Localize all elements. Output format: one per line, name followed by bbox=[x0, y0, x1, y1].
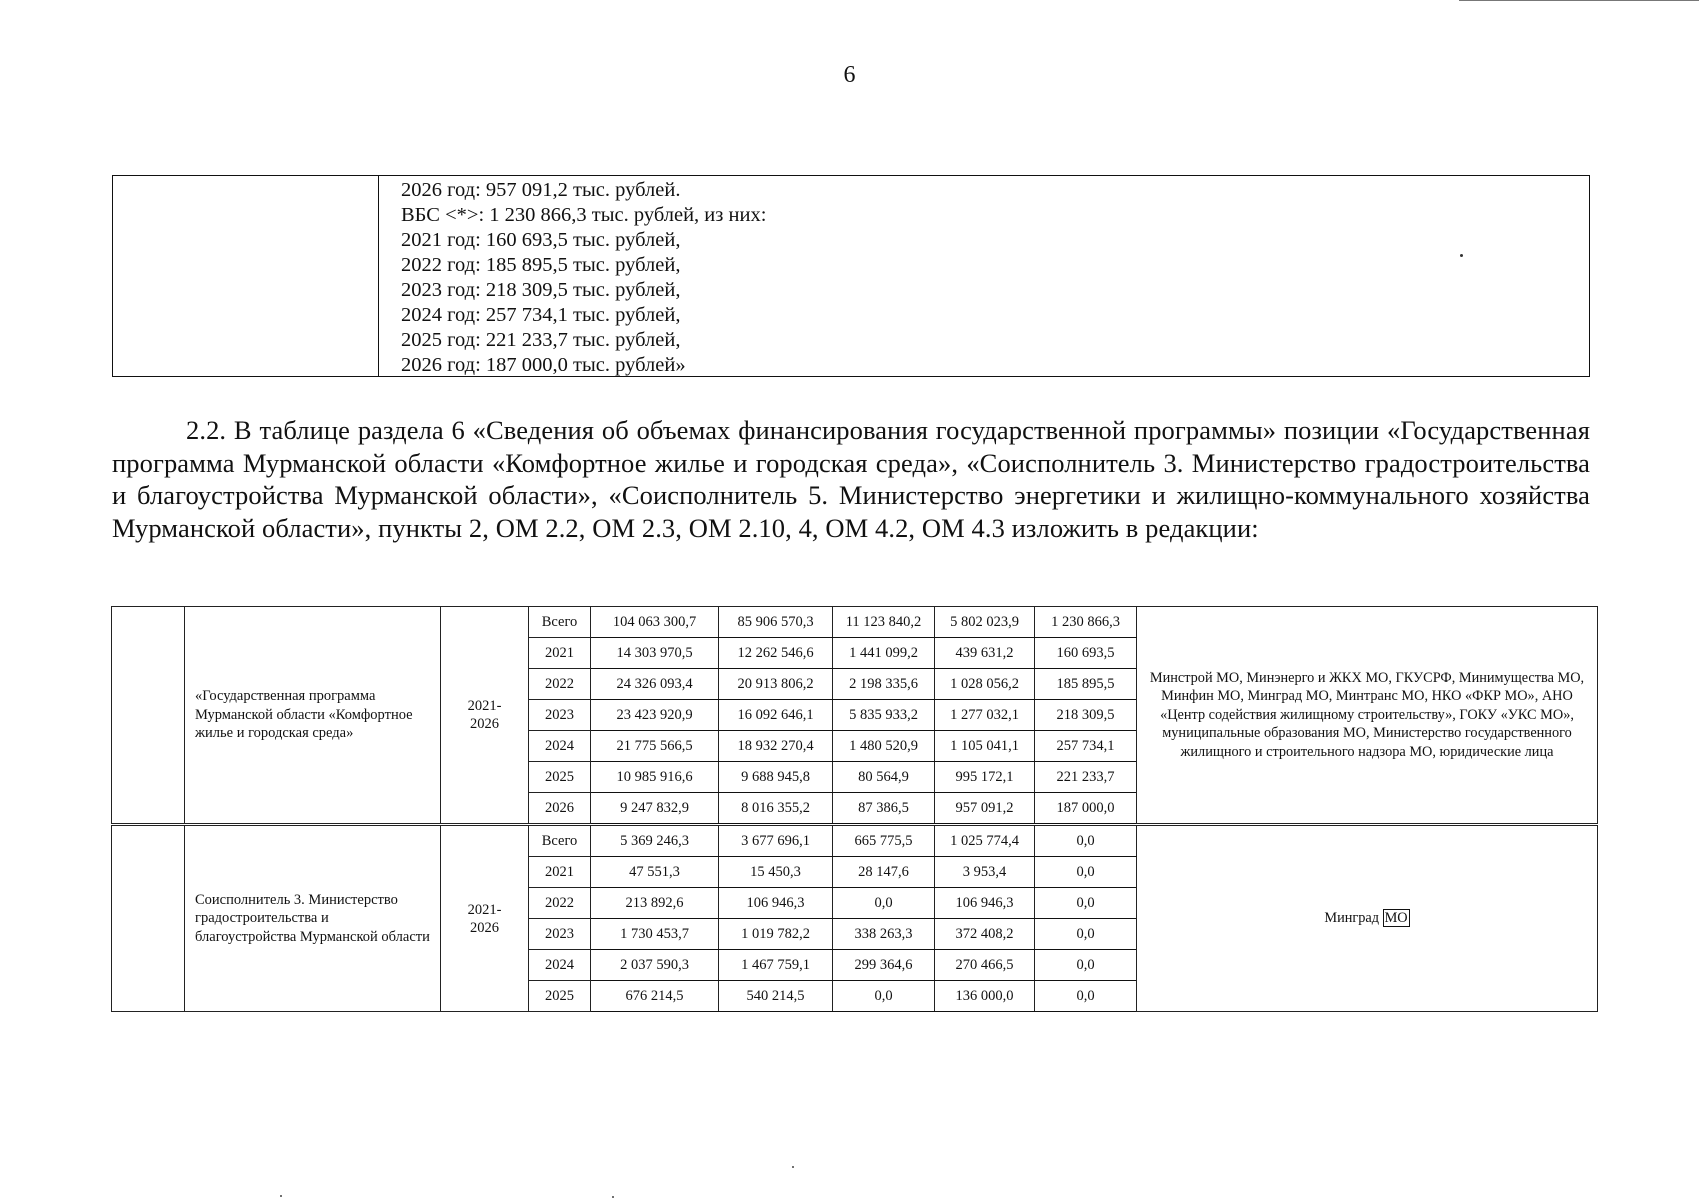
period-cell: 2021- 2026 bbox=[441, 826, 529, 1012]
year-cell: 2023 bbox=[529, 919, 591, 950]
year-cell: Всего bbox=[529, 607, 591, 638]
amount-cell-c1: 23 423 920,9 bbox=[591, 700, 719, 731]
amount-cell-c2: 9 688 945,8 bbox=[719, 762, 833, 793]
amendment-paragraph: 2.2. В таблице раздела 6 «Сведения об объемах финансирования государственной программы» позиции «Государственная программа Мурманской области «Комфортное жилье и городская среда», «Соисполнитель 3. Министерство градостроительства и благоустройства Мурманской области», «Соисполнитель 5. Министерство энергетики и жилищно-коммунального хозяйства Мурманской области», пункты 2, ОМ 2.2, ОМ 2.3, ОМ 2.10, 4, ОМ 4.2, ОМ 4.3 изложить в редакции: bbox=[112, 415, 1590, 543]
table-row bbox=[112, 826, 1598, 857]
executor-label: Минград bbox=[1324, 910, 1380, 927]
funding-line: 2025 год: 221 233,7 тыс. рублей, bbox=[401, 329, 681, 351]
amount-cell-c2: 85 906 570,3 bbox=[719, 607, 833, 638]
amount-cell-c5: 185 895,5 bbox=[1035, 669, 1137, 700]
year-cell: Всего bbox=[529, 826, 591, 857]
amount-cell-c5: 0,0 bbox=[1035, 950, 1137, 981]
funding-line: 2024 год: 257 734,1 тыс. рублей, bbox=[401, 304, 681, 326]
amount-cell-c1: 14 303 970,5 bbox=[591, 638, 719, 669]
scan-speck bbox=[792, 1166, 794, 1168]
table-row bbox=[112, 607, 1598, 638]
amount-cell-c3: 80 564,9 bbox=[833, 762, 935, 793]
item-number-cell bbox=[112, 607, 185, 824]
funding-summary-box bbox=[112, 175, 1590, 377]
amount-cell-c3: 299 364,6 bbox=[833, 950, 935, 981]
amount-cell-c1: 104 063 300,7 bbox=[591, 607, 719, 638]
amount-cell-c4: 5 802 023,9 bbox=[935, 607, 1035, 638]
amount-cell-c1: 21 775 566,5 bbox=[591, 731, 719, 762]
amount-cell-c3: 665 775,5 bbox=[833, 826, 935, 857]
amount-cell-c1: 2 037 590,3 bbox=[591, 950, 719, 981]
amount-cell-c1: 213 892,6 bbox=[591, 888, 719, 919]
amount-cell-c3: 2 198 335,6 bbox=[833, 669, 935, 700]
amount-cell-c5: 221 233,7 bbox=[1035, 762, 1137, 793]
amount-cell-c2: 12 262 546,6 bbox=[719, 638, 833, 669]
amount-cell-c4: 3 953,4 bbox=[935, 857, 1035, 888]
scan-speck bbox=[280, 1195, 282, 1197]
amount-cell-c4: 995 172,1 bbox=[935, 762, 1035, 793]
amount-cell-c2: 1 019 782,2 bbox=[719, 919, 833, 950]
amount-cell-c5: 0,0 bbox=[1035, 981, 1137, 1012]
year-cell: 2023 bbox=[529, 700, 591, 731]
funding-line: 2021 год: 160 693,5 тыс. рублей, bbox=[401, 229, 681, 251]
executors-cell bbox=[1137, 826, 1598, 1012]
amount-cell-c4: 106 946,3 bbox=[935, 888, 1035, 919]
amount-cell-c2: 16 092 646,1 bbox=[719, 700, 833, 731]
funding-line: ВБС <*>: 1 230 866,3 тыс. рублей, из них: bbox=[401, 204, 767, 226]
financing-table-program bbox=[111, 606, 1598, 824]
funding-lines bbox=[401, 178, 766, 378]
year-cell: 2024 bbox=[529, 731, 591, 762]
amount-cell-c4: 1 105 041,1 bbox=[935, 731, 1035, 762]
scan-speck bbox=[1460, 254, 1463, 257]
amount-cell-c1: 24 326 093,4 bbox=[591, 669, 719, 700]
funding-line: 2022 год: 185 895,5 тыс. рублей, bbox=[401, 254, 681, 276]
amount-cell-c3: 87 386,5 bbox=[833, 793, 935, 824]
amount-cell-c2: 15 450,3 bbox=[719, 857, 833, 888]
scan-edge-mark bbox=[1459, 0, 1699, 3]
amount-cell-c4: 439 631,2 bbox=[935, 638, 1035, 669]
amount-cell-c4: 1 028 056,2 bbox=[935, 669, 1035, 700]
amount-cell-c5: 0,0 bbox=[1035, 888, 1137, 919]
amount-cell-c2: 8 016 355,2 bbox=[719, 793, 833, 824]
amount-cell-c5: 0,0 bbox=[1035, 857, 1137, 888]
amount-cell-c5: 160 693,5 bbox=[1035, 638, 1137, 669]
amount-cell-c2: 3 677 696,1 bbox=[719, 826, 833, 857]
item-number-cell bbox=[112, 826, 185, 1012]
box-divider bbox=[378, 176, 379, 376]
amount-cell-c5: 0,0 bbox=[1035, 919, 1137, 950]
amount-cell-c3: 1 480 520,9 bbox=[833, 731, 935, 762]
amount-cell-c1: 676 214,5 bbox=[591, 981, 719, 1012]
amount-cell-c1: 10 985 916,6 bbox=[591, 762, 719, 793]
amount-cell-c4: 1 277 032,1 bbox=[935, 700, 1035, 731]
amount-cell-c3: 28 147,6 bbox=[833, 857, 935, 888]
amount-cell-c2: 20 913 806,2 bbox=[719, 669, 833, 700]
amount-cell-c3: 11 123 840,2 bbox=[833, 607, 935, 638]
amount-cell-c4: 270 466,5 bbox=[935, 950, 1035, 981]
amount-cell-c5: 0,0 bbox=[1035, 826, 1137, 857]
executor-boxed-abbr: МО bbox=[1384, 910, 1408, 927]
amount-cell-c3: 338 263,3 bbox=[833, 919, 935, 950]
amount-cell-c2: 106 946,3 bbox=[719, 888, 833, 919]
year-cell: 2021 bbox=[529, 638, 591, 669]
amount-cell-c2: 540 214,5 bbox=[719, 981, 833, 1012]
amount-cell-c1: 9 247 832,9 bbox=[591, 793, 719, 824]
year-cell: 2025 bbox=[529, 762, 591, 793]
amount-cell-c4: 372 408,2 bbox=[935, 919, 1035, 950]
amount-cell-c3: 0,0 bbox=[833, 888, 935, 919]
amount-cell-c5: 218 309,5 bbox=[1035, 700, 1137, 731]
amount-cell-c5: 257 734,1 bbox=[1035, 731, 1137, 762]
amount-cell-c1: 5 369 246,3 bbox=[591, 826, 719, 857]
funding-line: 2023 год: 218 309,5 тыс. рублей, bbox=[401, 279, 681, 301]
financing-table-coexecutor-3 bbox=[111, 825, 1598, 1012]
amount-cell-c1: 1 730 453,7 bbox=[591, 919, 719, 950]
amount-cell-c2: 1 467 759,1 bbox=[719, 950, 833, 981]
amount-cell-c3: 0,0 bbox=[833, 981, 935, 1012]
funding-line: 2026 год: 957 091,2 тыс. рублей. bbox=[401, 179, 681, 201]
period-cell: 2021- 2026 bbox=[441, 607, 529, 824]
amount-cell-c4: 136 000,0 bbox=[935, 981, 1035, 1012]
amount-cell-c1: 47 551,3 bbox=[591, 857, 719, 888]
program-name-cell: «Государственная программа Мурманской области «Комфортное жилье и городская среда» bbox=[185, 607, 441, 824]
year-cell: 2022 bbox=[529, 669, 591, 700]
amount-cell-c3: 1 441 099,2 bbox=[833, 638, 935, 669]
amount-cell-c4: 957 091,2 bbox=[935, 793, 1035, 824]
page-number: 6 bbox=[843, 62, 856, 88]
year-cell: 2021 bbox=[529, 857, 591, 888]
amount-cell-c2: 18 932 270,4 bbox=[719, 731, 833, 762]
year-cell: 2024 bbox=[529, 950, 591, 981]
program-name-cell: Соисполнитель 3. Министерство градостроительства и благоустройства Мурманской области bbox=[185, 826, 441, 1012]
year-cell: 2025 bbox=[529, 981, 591, 1012]
executors-cell: Минстрой МО, Минэнерго и ЖКХ МО, ГКУСРФ, Минимущества МО, Минфин МО, Минград МО, Минтранс МО, НКО «ФКР МО», АНО «Центр содействия жилищному строительству», ГОКУ «УКС МО», муниципальные образования МО, Министерство государственного жилищного и строительного надзора МО, юридические лица bbox=[1137, 607, 1598, 824]
year-cell: 2022 bbox=[529, 888, 591, 919]
funding-line: 2026 год: 187 000,0 тыс. рублей» bbox=[401, 354, 686, 376]
amount-cell-c3: 5 835 933,2 bbox=[833, 700, 935, 731]
year-cell: 2026 bbox=[529, 793, 591, 824]
amount-cell-c4: 1 025 774,4 bbox=[935, 826, 1035, 857]
scan-speck bbox=[612, 1196, 614, 1198]
amount-cell-c5: 1 230 866,3 bbox=[1035, 607, 1137, 638]
amount-cell-c5: 187 000,0 bbox=[1035, 793, 1137, 824]
